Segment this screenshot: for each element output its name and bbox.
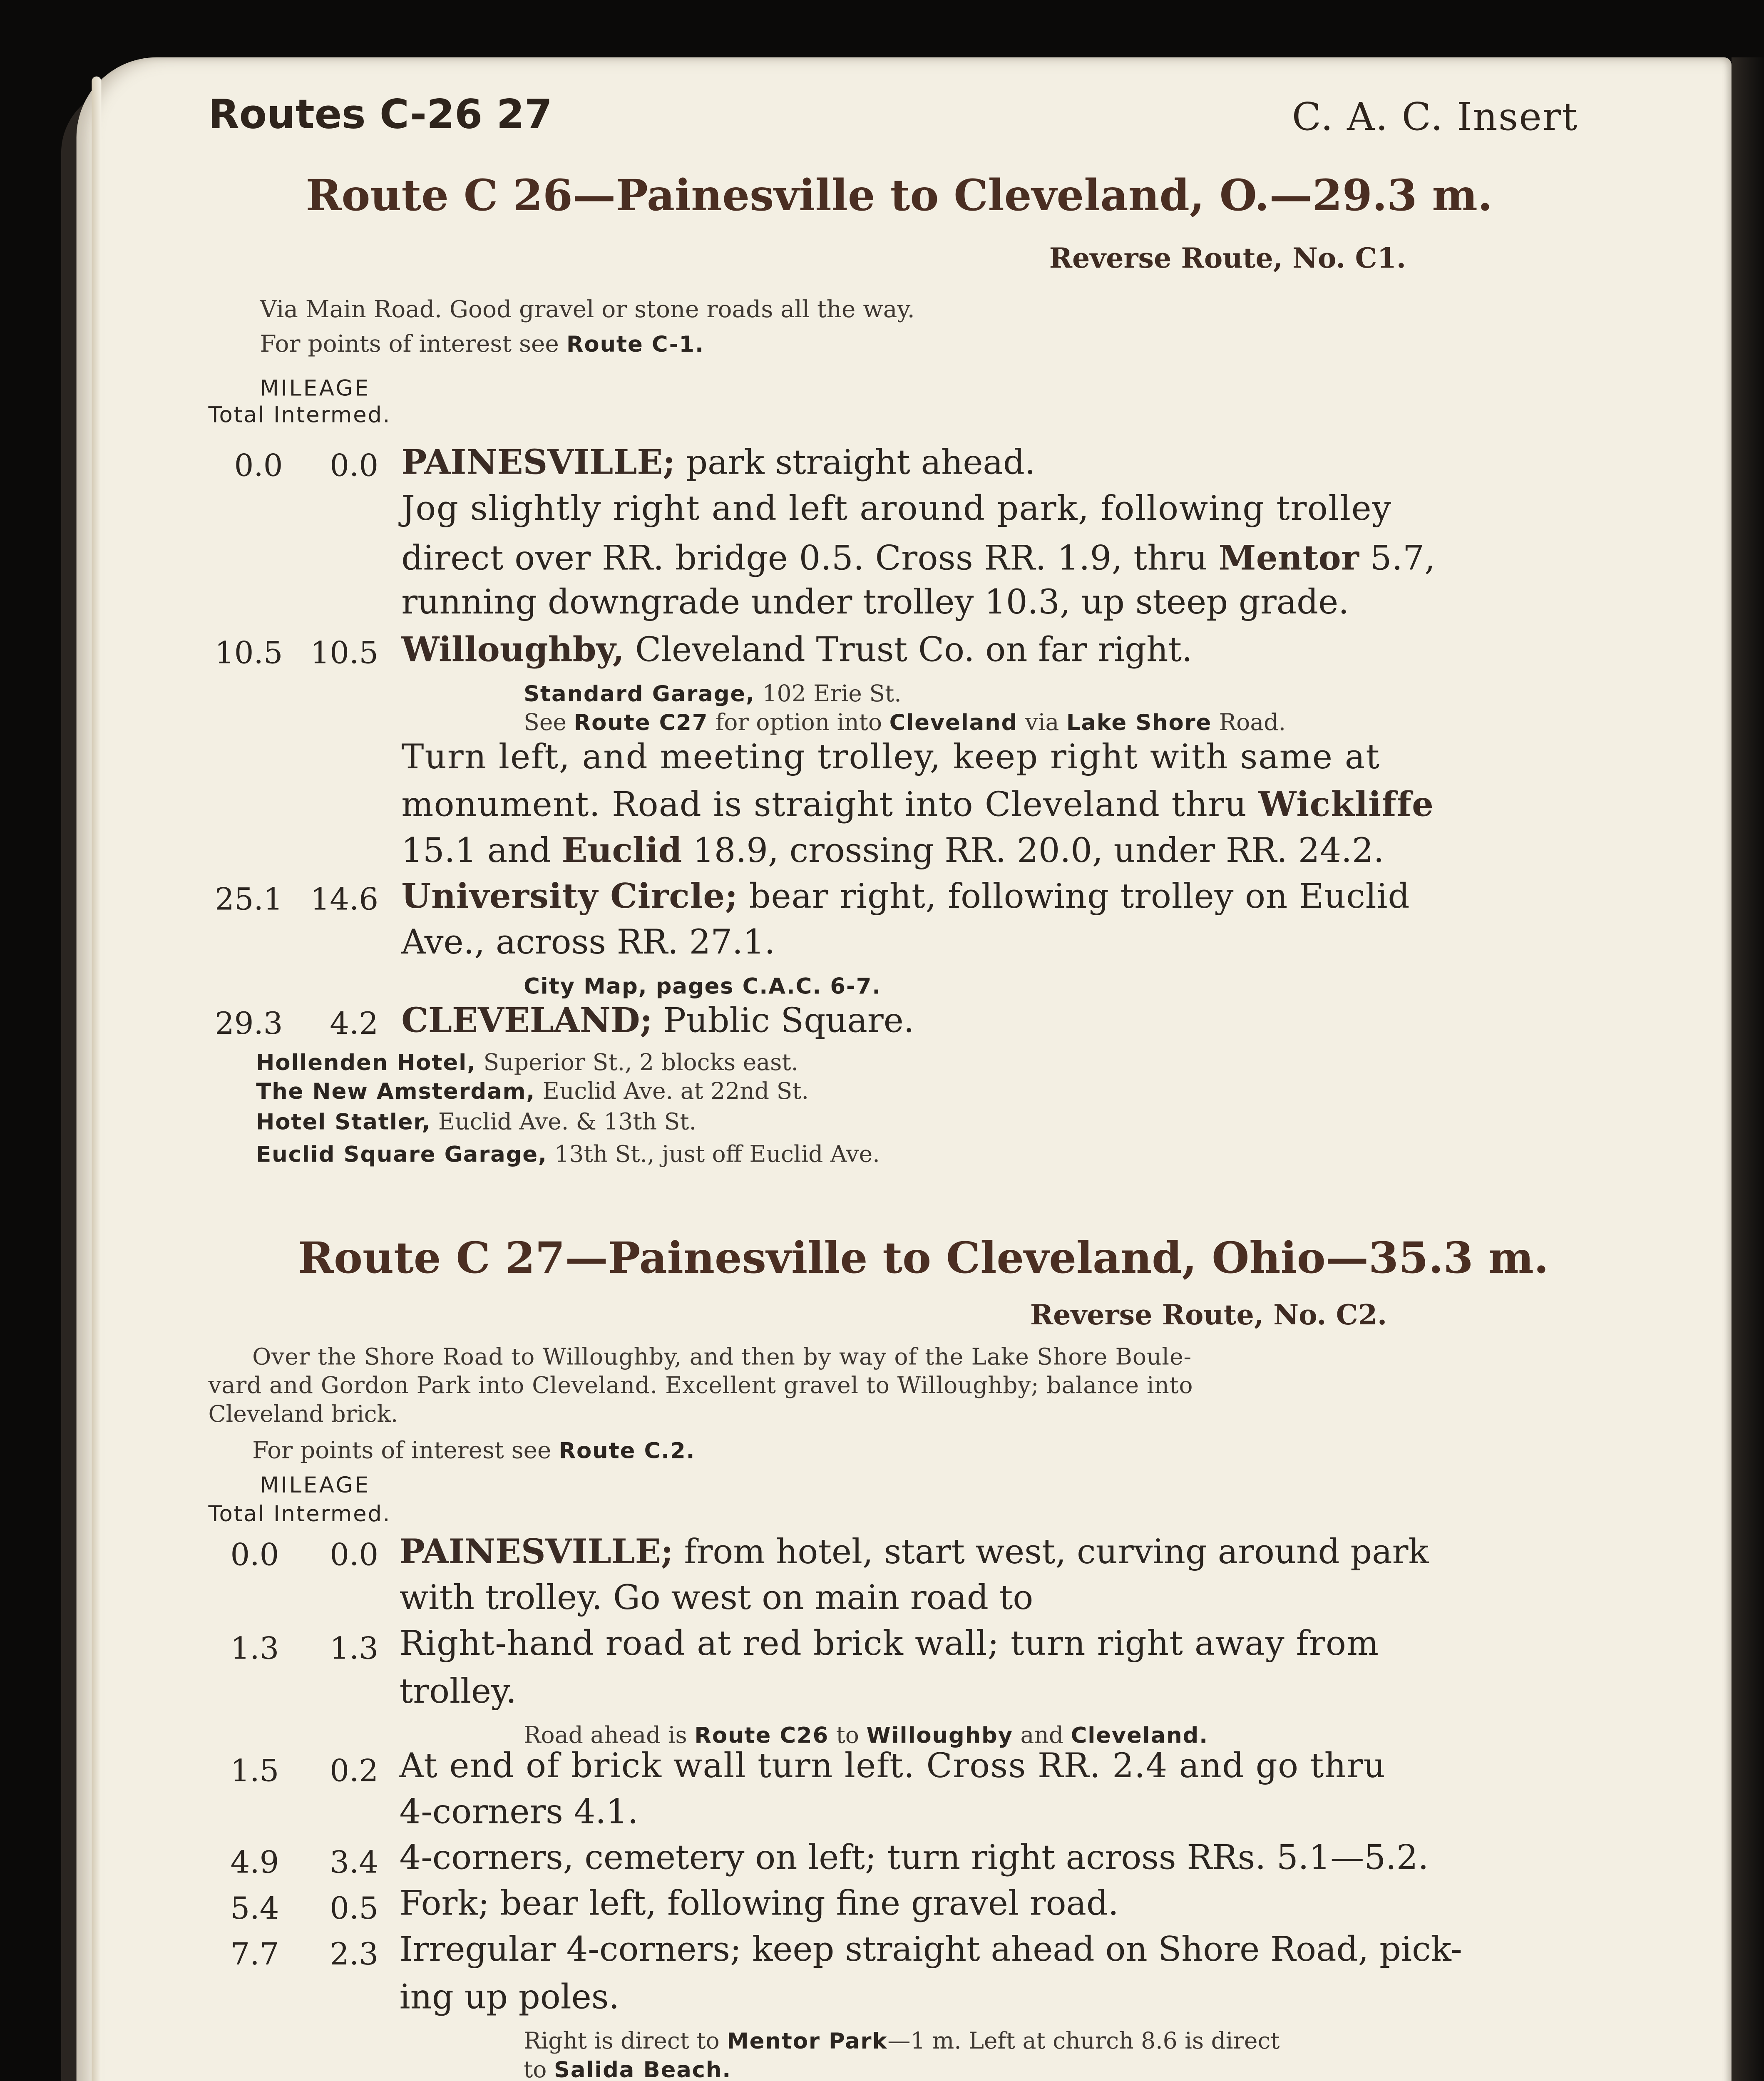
c26-hotel-3: Hotel Statler, Euclid Ave. & 13th St. — [256, 1108, 697, 1135]
page-header-left: Routes C-26 27 — [208, 92, 553, 138]
c27-e6-line2: ing up poles. — [399, 1979, 620, 2018]
c26-e3-note: City Map, pages C.A.C. 6-7. — [524, 973, 882, 1000]
c26-e2-total: 10.5 — [214, 634, 283, 671]
c27-e2-note: Road ahead is Route C26 to Willoughby and Cleveland. — [524, 1721, 1209, 1749]
c26-e3-line2: Ave., across RR. 27.1. — [401, 925, 775, 964]
page-binding-edge — [92, 77, 101, 2081]
c27-e4-total: 4.9 — [230, 1844, 279, 1881]
c27-e5-total: 5.4 — [230, 1890, 279, 1927]
c27-e1-line2: with trolley. Go west on main road to — [399, 1580, 1034, 1619]
right-page-edge — [1732, 57, 1764, 2081]
route-c26-poi: For points of interest see Route C-1. — [260, 330, 704, 358]
c27-e1-total: 0.0 — [230, 1536, 279, 1573]
route-c27-via-2: vard and Gordon Park into Cleveland. Excellent gravel to Willoughby; balance into — [208, 1372, 1193, 1399]
c26-e2-inter: 10.5 — [310, 634, 379, 671]
c26-e4-total: 29.3 — [214, 1005, 283, 1042]
c26-e3-total: 25.1 — [214, 881, 283, 917]
route-c27-via-3: Cleveland brick. — [208, 1401, 398, 1428]
c26-e1-line4: running downgrade under trolley 10.3, up steep grade. — [401, 584, 1349, 623]
c27-e2-text: Right-hand road at red brick wall; turn right away from — [399, 1626, 1379, 1665]
c27-e5-text: Fork; bear left, following fine gravel road. — [399, 1886, 1119, 1925]
c26-e1-total: 0.0 — [234, 447, 283, 484]
c27-e4-text: 4-corners, cemetery on left; turn right across RRs. 5.1—5.2. — [399, 1840, 1429, 1879]
c26-hotel-1: Hollenden Hotel, Superior St., 2 blocks east. — [256, 1049, 799, 1076]
c26-e1-line3: direct over RR. bridge 0.5. Cross RR. 1.9, thru Mentor 5.7, — [401, 539, 1436, 579]
c26-e2-note2: See Route C27 for option into Cleveland via Lake Shore Road. — [524, 709, 1286, 736]
c27-e4-inter: 3.4 — [330, 1844, 379, 1881]
c27-e6-text: Irregular 4-corners; keep straight ahead on Shore Road, pick- — [399, 1932, 1462, 1970]
c26-e4-inter: 4.2 — [330, 1005, 379, 1042]
c27-e5-inter: 0.5 — [330, 1890, 379, 1927]
c26-e1-line2: Jog slightly right and left around park, following trolley — [401, 491, 1392, 529]
c27-e6-inter: 2.3 — [330, 1936, 379, 1972]
c26-e2-line3: monument. Road is straight into Cleveland thru Wickliffe — [401, 785, 1434, 826]
c26-e1-text: PAINESVILLE; park straight ahead. — [401, 443, 1036, 484]
c27-e3-text: At end of brick wall turn left. Cross RR. 2.4 and go thru — [399, 1748, 1386, 1787]
c26-e2-line2: Turn left, and meeting trolley, keep right with same at — [401, 739, 1381, 778]
c26-e3-inter: 14.6 — [310, 881, 379, 917]
c27-e6-note2: to Salida Beach. — [524, 2056, 732, 2081]
c26-e2-note1: Standard Garage, 102 Erie St. — [524, 680, 902, 707]
c27-e1-text: PAINESVILLE; from hotel, start west, curving around park — [399, 1532, 1429, 1573]
c27-e3-total: 1.5 — [230, 1752, 279, 1789]
route-c27-title: Route C 27—Painesville to Cleveland, Ohio—35.3 m. — [298, 1234, 1549, 1284]
c26-e4-text: CLEVELAND; Public Square. — [401, 1001, 914, 1042]
c27-e2-line2: trolley. — [399, 1674, 517, 1712]
route-c26-mileage-label: MILEAGE — [260, 374, 371, 402]
c27-e6-note1: Right is direct to Mentor Park—1 m. Left at church 8.6 is direct — [524, 2027, 1280, 2054]
route-c26-reverse: Reverse Route, No. C1. — [1049, 243, 1406, 276]
c27-e3-line2: 4-corners 4.1. — [399, 1794, 639, 1833]
route-c26-via: Via Main Road. Good gravel or stone roads all the way. — [260, 296, 915, 323]
c27-e3-inter: 0.2 — [330, 1752, 379, 1789]
c27-e1-inter: 0.0 — [330, 1536, 379, 1573]
c27-e2-total: 1.3 — [230, 1630, 279, 1666]
route-c27-mileage-label: MILEAGE — [260, 1471, 371, 1498]
route-c27-columns: Total Intermed. — [208, 1500, 391, 1527]
c26-e2-line4: 15.1 and Euclid 18.9, crossing RR. 20.0, under RR. 24.2. — [401, 831, 1384, 872]
route-c27-via-1: Over the Shore Road to Willoughby, and then by way of the Lake Shore Boule- — [252, 1343, 1192, 1371]
c26-garage: Euclid Square Garage, 13th St., just off Euclid Ave. — [256, 1141, 880, 1168]
page-header-right: C. A. C. Insert — [1292, 93, 1578, 140]
c26-e1-inter: 0.0 — [330, 447, 379, 484]
c26-hotel-2: The New Amsterdam, Euclid Ave. at 22nd St. — [256, 1078, 809, 1105]
route-c27-poi: For points of interest see Route C.2. — [252, 1437, 696, 1464]
route-c26-title: Route C 26—Painesville to Cleveland, O.—29.3 m. — [306, 172, 1493, 222]
route-c26-columns: Total Intermed. — [208, 401, 391, 428]
route-c27-reverse: Reverse Route, No. C2. — [1030, 1299, 1387, 1332]
c27-e2-inter: 1.3 — [330, 1630, 379, 1666]
c27-e6-total: 7.7 — [230, 1936, 279, 1972]
c26-e2-text: Willoughby, Cleveland Trust Co. on far right. — [401, 631, 1193, 671]
c26-e3-text: University Circle; bear right, following trolley on Euclid — [401, 877, 1410, 917]
